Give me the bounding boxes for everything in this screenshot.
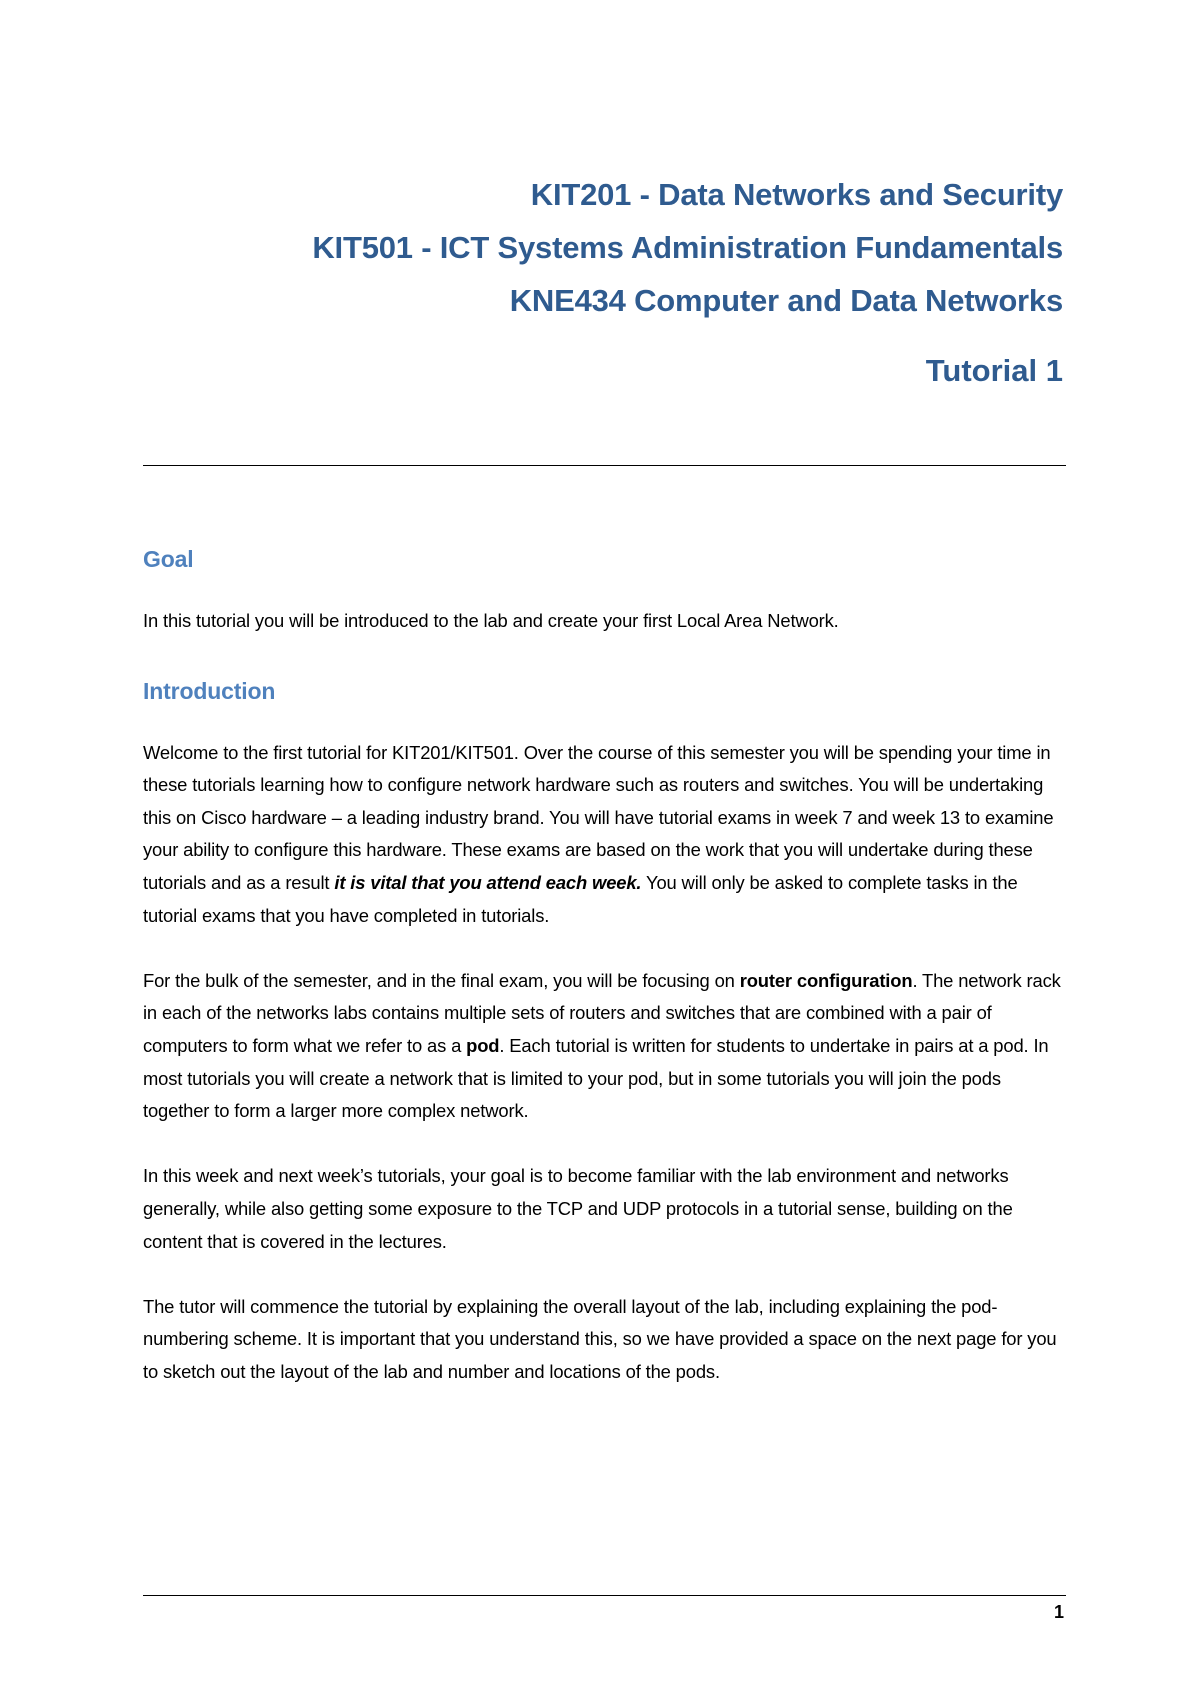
main-content [143, 544, 1068, 1421]
tutorial-number-title: Tutorial 1 [925, 353, 1063, 388]
introduction-heading: Introduction [143, 677, 276, 704]
goal-heading: Goal [143, 546, 194, 572]
intro-paragraph-2 [143, 965, 1068, 1128]
intro-p2-bold-pod: pod [466, 1034, 500, 1056]
intro-paragraph-4: The tutor will commence the tutorial by explaining the overall layout of the lab, including explaining the pod-numbering scheme. It is important that you understand this, so we have provided a space on the next page for you to sketch out the layout of the lab and number and locations of the pods. [143, 1295, 1057, 1382]
intro-p2-text-c: . Each tutorial is written for students to undertake in pairs at a pod. In most tutorials you will create a network that is limited to your pod, but in some tutorials you will join the pods together to form a larger more complex network. [143, 1034, 1049, 1122]
intro-p2-bold-router-configuration: router configuration [739, 969, 913, 991]
intro-paragraph-1 [143, 737, 1068, 933]
intro-paragraph-3: In this week and next week’s tutorials, your goal is to become familiar with the lab environment and networks generally, while also getting some exposure to the TCP and UDP protocols in a tutorial sense, building on the content that is covered in the lectures. [143, 1165, 1013, 1252]
intro-p1-text-a: Welcome to the first tutorial for KIT201/KIT501. Over the course of this semester you will be spending your time in these tutorials learning how to configure network hardware such as routers and switches. You will be undertaking this on Cisco hardware – a leading industry brand. You will have tutorial exams in week 7 and week 13 to examine your ability to configure this hardware. These exams are based on the work that you will undertake during these tutorials and as a result [143, 741, 1054, 893]
intro-p2-text-b: . The network rack in each of the networks labs contains multiple sets of routers and switches that are combined with a pair of computers to form what we refer to as a [143, 969, 1061, 1056]
course-title-kne434: KNE434 Computer and Data Networks [509, 283, 1063, 318]
course-title-kit501: KIT501 - ICT Systems Administration Fundamentals [312, 230, 1063, 265]
intro-p2-text-a: For the bulk of the semester, and in the final exam, you will be focusing on [143, 969, 740, 991]
page-number: 1 [1053, 1602, 1064, 1622]
intro-p1-text-b: You will only be asked to complete tasks in the tutorial exams that you have completed in tutorials. [143, 871, 1018, 926]
footer-divider [143, 1595, 1066, 1596]
goal-text: In this tutorial you will be introduced to the lab and create your first Local Area Network. [143, 610, 839, 631]
title-block [143, 168, 1063, 391]
intro-p1-emphasis: it is vital that you attend each week. [334, 871, 642, 893]
course-title-kit201: KIT201 - Data Networks and Security [530, 177, 1063, 212]
header-divider [143, 465, 1066, 466]
